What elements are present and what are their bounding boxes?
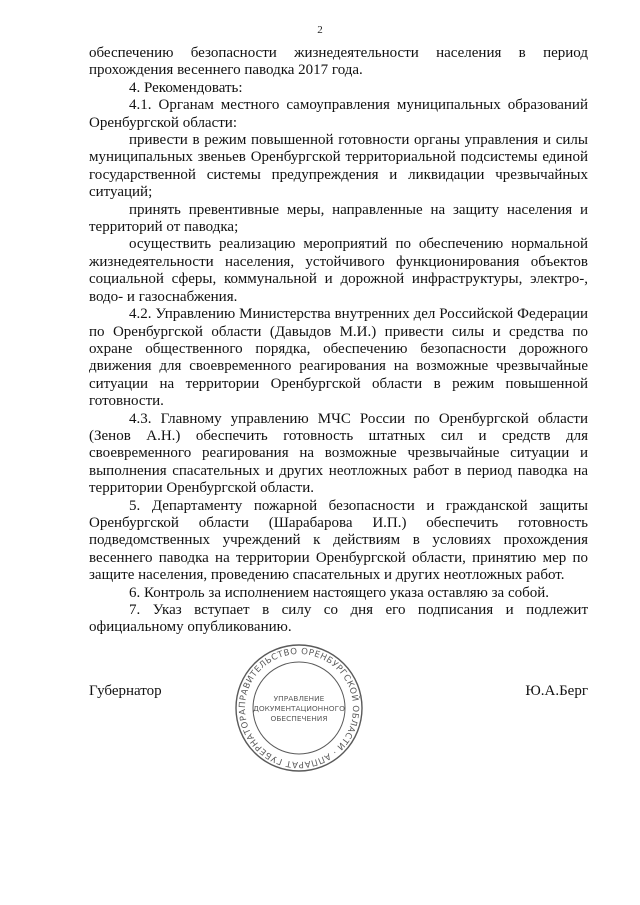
signatory-name: Ю.А.Берг (525, 683, 588, 699)
paragraph: привести в режим повышенной готовности органы управления и силы муниципальных звеньев Оренбургской территориальной подсистемы единой государственной системы предупреждения и ликвидации чрезвычайных ситуаций; (89, 132, 588, 201)
paragraph: 6. Контроль за исполнением настоящего указа оставляю за собой. (129, 584, 550, 601)
paragraph: принять превентивные меры, направленные на защиту населения и территорий от паводка; (89, 201, 588, 236)
paragraph: 4.1. Органам местного самоуправления муниципальных образований Оренбургской области: (89, 97, 588, 131)
stamp-outer-text: ПРАВИТЕЛЬСТВО ОРЕНБУРГСКОЙ ОБЛАСТИ · АППАРАТ ГУБЕРНАТОРА (237, 646, 361, 770)
stamp-inner-line: ДОКУМЕНТАЦИОННОГО (253, 704, 345, 713)
official-stamp (234, 643, 364, 773)
stamp-inner-line: ОБЕСПЕЧЕНИЯ (270, 714, 328, 723)
paragraph: 7. Указ вступает в силу со дня его подписания и подлежит официальному опубликованию. (89, 602, 588, 636)
paragraph: обеспечению безопасности жизнедеятельности населения в период прохождения весеннего паводка 2017 года. (89, 45, 588, 79)
decree-body (89, 45, 588, 637)
paragraph: 4. Рекомендовать: (129, 79, 243, 96)
paragraph: осуществить реализацию мероприятий по обеспечению нормальной жизнедеятельности населения, устойчивого функционирования объектов социальной сферы, коммунальной и дорожной инфраструктуры, электро-, водо- и газоснабжения. (89, 236, 588, 305)
paragraph: 5. Департаменту пожарной безопасности и гражданской защиты Оренбургской области (Шарабарова И.П.) обеспечить готовность подведомственных учреждений к действиям в условиях прохождения весеннего паводка на территории Оренбургской области, принятию мер по защите населения, проведению спасательных и других неотложных работ. (89, 497, 588, 584)
paragraph: 4.2. Управлению Министерства внутренних дел Российской Федерации по Оренбургской области (Давыдов М.И.) привести силы и средства по охране общественного порядка, обеспечению безопасности дорожного движения для своевременного реагирования на возможные чрезвычайные ситуации на территории Оренбургской области в режим повышенной готовности. (89, 306, 588, 410)
page-number: 2 (317, 24, 323, 36)
stamp-seal (234, 643, 364, 773)
paragraph: 4.3. Главному управлению МЧС России по Оренбургской области (Зенов А.Н.) обеспечить готовность штатных сил и средств для своевременного реагирования на возможные чрезвычайные ситуации и выполнения спасательных и других неотложных работ в период паводка на территории Оренбургской области. (89, 410, 588, 497)
signatory-position: Губернатор (89, 683, 162, 699)
stamp-inner-line: УПРАВЛЕНИЕ (273, 694, 325, 703)
